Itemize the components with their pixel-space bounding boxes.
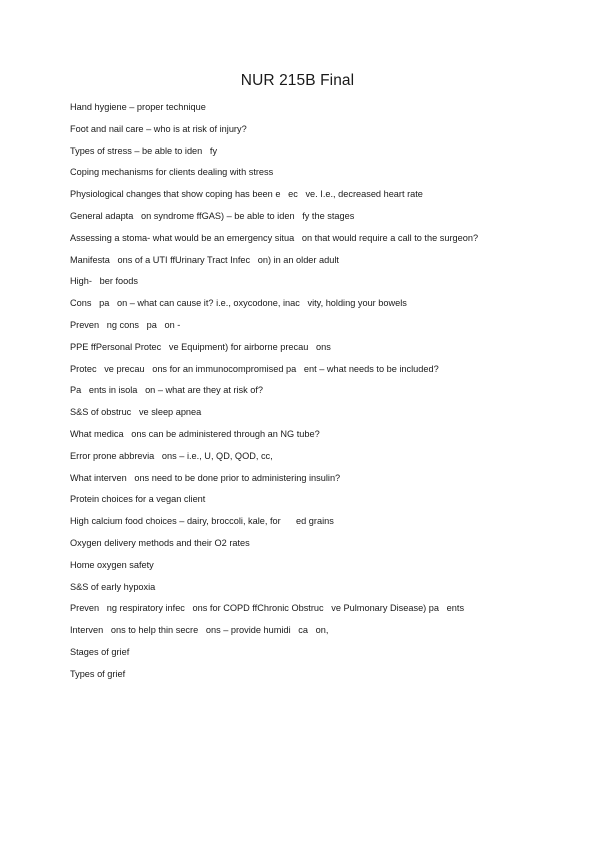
topic-item: Physiological changes that show coping has been e ec ve. I.e., decreased heart rate <box>70 189 423 200</box>
topic-item: What interven ons need to be done prior to administering insulin? <box>70 472 341 483</box>
topic-item: Types of stress – be able to iden fy <box>70 145 218 156</box>
topic-list <box>70 100 570 689</box>
topic-item: What medica ons can be administered through an NG tube? <box>70 428 320 439</box>
topic-item: Assessing a stoma- what would be an emergency situa on that would require a call to the surgeon? <box>70 232 479 243</box>
topic-item: Manifesta ons of a UTI ffUrinary Tract Infec on) in an older adult <box>70 254 339 265</box>
topic-item: General adapta on syndrome ffGAS) – be able to iden fy the stages <box>70 210 355 221</box>
topic-item: Preven ng respiratory infec ons for COPD ffChronic Obstruc ve Pulmonary Disease) pa ents <box>70 603 465 614</box>
topic-item: S&S of early hypoxia <box>70 581 156 592</box>
topic-item: Pa ents in isola on – what are they at risk of? <box>70 385 264 396</box>
topic-item: High calcium food choices – dairy, broccoli, kale, for ed grains <box>70 516 334 527</box>
topic-item: Home oxygen safety <box>70 559 154 570</box>
topic-item: Protec ve precau ons for an immunocompromised pa ent – what needs to be included? <box>70 363 439 374</box>
topic-item: Foot and nail care – who is at risk of injury? <box>70 123 247 134</box>
topic-item: Coping mechanisms for clients dealing with stress <box>70 167 274 178</box>
topic-item: Protein choices for a vegan client <box>70 494 206 505</box>
topic-item: Types of grief <box>70 668 126 679</box>
topic-item: Stages of grief <box>70 646 130 657</box>
topic-item: Error prone abbrevia ons – i.e., U, QD, QOD, cc, <box>70 450 273 461</box>
topic-item: Hand hygiene – proper technique <box>70 102 206 112</box>
page-title: NUR 215B Final <box>240 72 355 89</box>
topic-item: Cons pa on – what can cause it? i.e., oxycodone, inac vity, holding your bowels <box>70 298 407 309</box>
topic-item: Oxygen delivery methods and their O2 rates <box>70 537 250 548</box>
topic-item: Preven ng cons pa on - <box>70 319 181 330</box>
topic-item: PPE ffPersonal Protec ve Equipment) for airborne precau ons <box>70 341 331 352</box>
topic-item: S&S of obstruc ve sleep apnea <box>70 407 202 418</box>
topic-item: Interven ons to help thin secre ons – provide humidi ca on, <box>70 625 329 636</box>
topic-item: High- ber foods <box>70 276 138 287</box>
